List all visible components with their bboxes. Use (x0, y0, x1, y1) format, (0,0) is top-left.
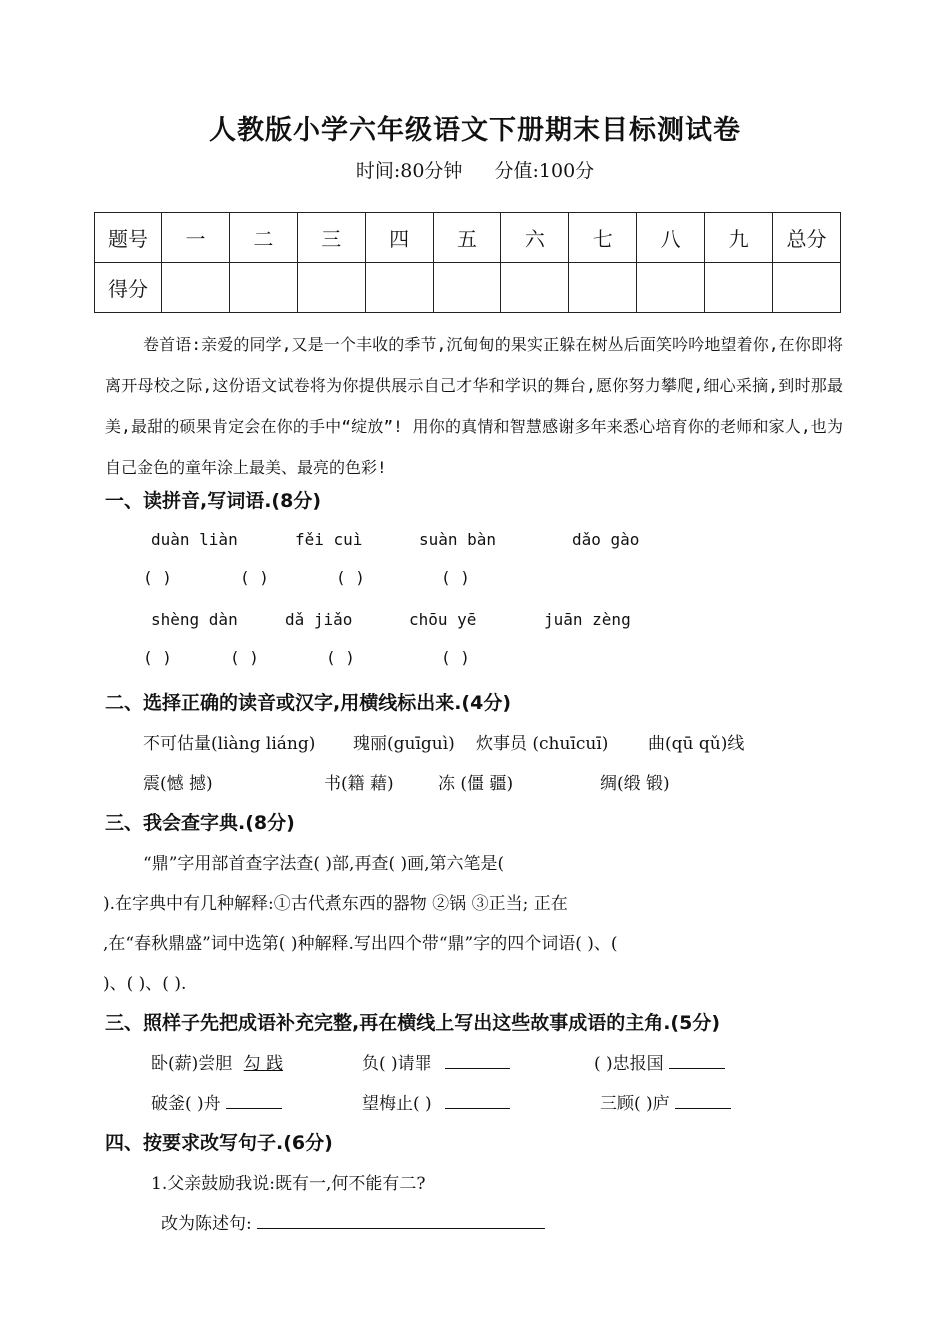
table-cell: 三 (297, 213, 365, 263)
table-cell: 九 (705, 213, 773, 263)
rewrite-answer-line (161, 1209, 545, 1234)
table-cell: 四 (365, 213, 433, 263)
idiom-text: 负( )请罪 (362, 1054, 432, 1074)
score-table (94, 212, 841, 313)
rewrite-question: 1.父亲鼓励我说:既有一,何不能有二? (151, 1174, 426, 1194)
answer-paren[interactable]: ( ) (240, 568, 269, 587)
table-cell: 六 (501, 213, 569, 263)
table-cell: 八 (637, 213, 705, 263)
section-2-heading: 二、选择正确的读音或汉字,用横线标出来.(4分) (105, 692, 512, 714)
idiom-item (151, 1089, 282, 1114)
answer-paren[interactable]: ( ) (441, 568, 470, 587)
idiom-text: ( )忠报国 (594, 1054, 664, 1074)
choice-item[interactable]: 书(籍 藉) (324, 774, 394, 794)
table-cell: 七 (569, 213, 637, 263)
answer-paren[interactable]: ( ) (336, 568, 365, 587)
idiom-text: 三顾( )庐 (600, 1094, 670, 1114)
score-cell[interactable] (433, 263, 501, 313)
score-cell[interactable] (773, 263, 841, 313)
answer-paren[interactable]: ( ) (143, 648, 172, 667)
dictionary-question-line: ,在“春秋鼎盛”词中选第( )种解释.写出四个带“鼎”字的四个词语( )、( (103, 934, 618, 954)
score-cell[interactable] (365, 263, 433, 313)
answer-paren[interactable]: ( ) (326, 648, 355, 667)
dictionary-question-line: “鼎”字用部首查字法查( )部,再查( )画,第六笔是( (143, 854, 505, 874)
table-cell: 二 (229, 213, 297, 263)
idiom-text: 破釜( )舟 (151, 1094, 221, 1114)
choice-item[interactable]: 不可估量(liàng liáng) (143, 734, 316, 754)
exam-info (0, 156, 950, 183)
answer-blank[interactable] (226, 1091, 282, 1109)
choice-item[interactable]: 曲(qū qǔ)线 (648, 734, 745, 754)
section-4-heading: 三、照样子先把成语补充完整,再在横线上写出这些故事成语的主角.(5分) (105, 1012, 721, 1034)
idiom-text: 卧(薪)尝胆 (151, 1054, 233, 1074)
dictionary-question-line: ).在字典中有几种解释:①古代煮东西的器物 ②锅 ③正当; 正在 (103, 894, 568, 914)
answer-paren[interactable]: ( ) (441, 648, 470, 667)
idiom-item (600, 1089, 731, 1114)
score-cell[interactable] (569, 263, 637, 313)
answer-paren[interactable]: ( ) (143, 568, 172, 587)
pinyin-item: juān zèng (544, 610, 631, 629)
dictionary-question-line: )、( )、( ). (103, 974, 187, 994)
pinyin-item: duàn liàn (151, 530, 238, 549)
pinyin-item: fěi cuì (295, 530, 363, 549)
idiom-item (151, 1049, 283, 1074)
page-title: 人教版小学六年级语文下册期末目标测试卷 (209, 115, 741, 146)
choice-item[interactable]: 炊事员 (chuīcuī) (476, 734, 609, 754)
preface-paragraph: 卷首语:亲爱的同学,又是一个丰收的季节,沉甸甸的果实正躲在树丛后面笑吟吟地望着你,在你即将离开母校之际,这份语文试卷将为你提供展示自己才华和学识的舞台,愿你努力攀爬,细心采摘,到时那最美,最甜的硕果肯定会在你的手中“绽放”! 用你的真情和智慧感谢多年来悉心培育你的老师和家人,也为自己金色的童年涂上最美、最亮的色彩! (105, 335, 843, 477)
section-5-heading: 四、按要求改写句子.(6分) (105, 1132, 333, 1154)
answer-blank[interactable] (445, 1051, 510, 1069)
idiom-item (362, 1089, 510, 1114)
section-1-heading: 一、读拼音,写词语.(8分) (105, 490, 322, 512)
table-cell: 一 (162, 213, 230, 263)
pinyin-item: dǎo gào (572, 530, 640, 549)
score-table-header-row (95, 213, 841, 263)
choice-item[interactable]: 绸(缎 锻) (600, 774, 670, 794)
pinyin-item: chōu yē (409, 610, 477, 629)
pinyin-item: shèng dàn (151, 610, 238, 629)
idiom-item (362, 1049, 510, 1074)
choice-item[interactable]: 瑰丽(guīguì) (353, 734, 455, 754)
section-3-heading: 三、我会查字典.(8分) (105, 812, 295, 834)
answer-blank[interactable] (445, 1091, 510, 1109)
table-cell: 五 (433, 213, 501, 263)
score-cell[interactable] (229, 263, 297, 313)
choice-item[interactable]: 冻 (僵 疆) (438, 774, 514, 794)
score-cell[interactable] (501, 263, 569, 313)
answer-paren[interactable]: ( ) (230, 648, 259, 667)
pinyin-item: suàn bàn (419, 530, 497, 549)
pinyin-item: dǎ jiǎo (285, 610, 353, 629)
score-cell[interactable] (297, 263, 365, 313)
table-cell: 总分 (773, 213, 841, 263)
idiom-text: 望梅止( ) (362, 1094, 432, 1114)
score-cell[interactable] (162, 263, 230, 313)
exam-time: 时间:80分钟 (355, 160, 463, 182)
rewrite-prompt: 改为陈述句: (161, 1214, 252, 1234)
table-cell: 得分 (95, 263, 162, 313)
answer-blank[interactable] (675, 1091, 731, 1109)
score-cell[interactable] (705, 263, 773, 313)
score-cell[interactable] (637, 263, 705, 313)
answer-blank[interactable] (257, 1211, 545, 1229)
score-table-score-row (95, 263, 841, 313)
exam-score: 分值:100分 (494, 160, 595, 182)
idiom-item (594, 1049, 725, 1074)
table-cell: 题号 (95, 213, 162, 263)
answer-blank[interactable] (669, 1051, 725, 1069)
idiom-answer: 勾 践 (243, 1054, 284, 1074)
choice-item[interactable]: 震(憾 撼) (143, 774, 213, 794)
